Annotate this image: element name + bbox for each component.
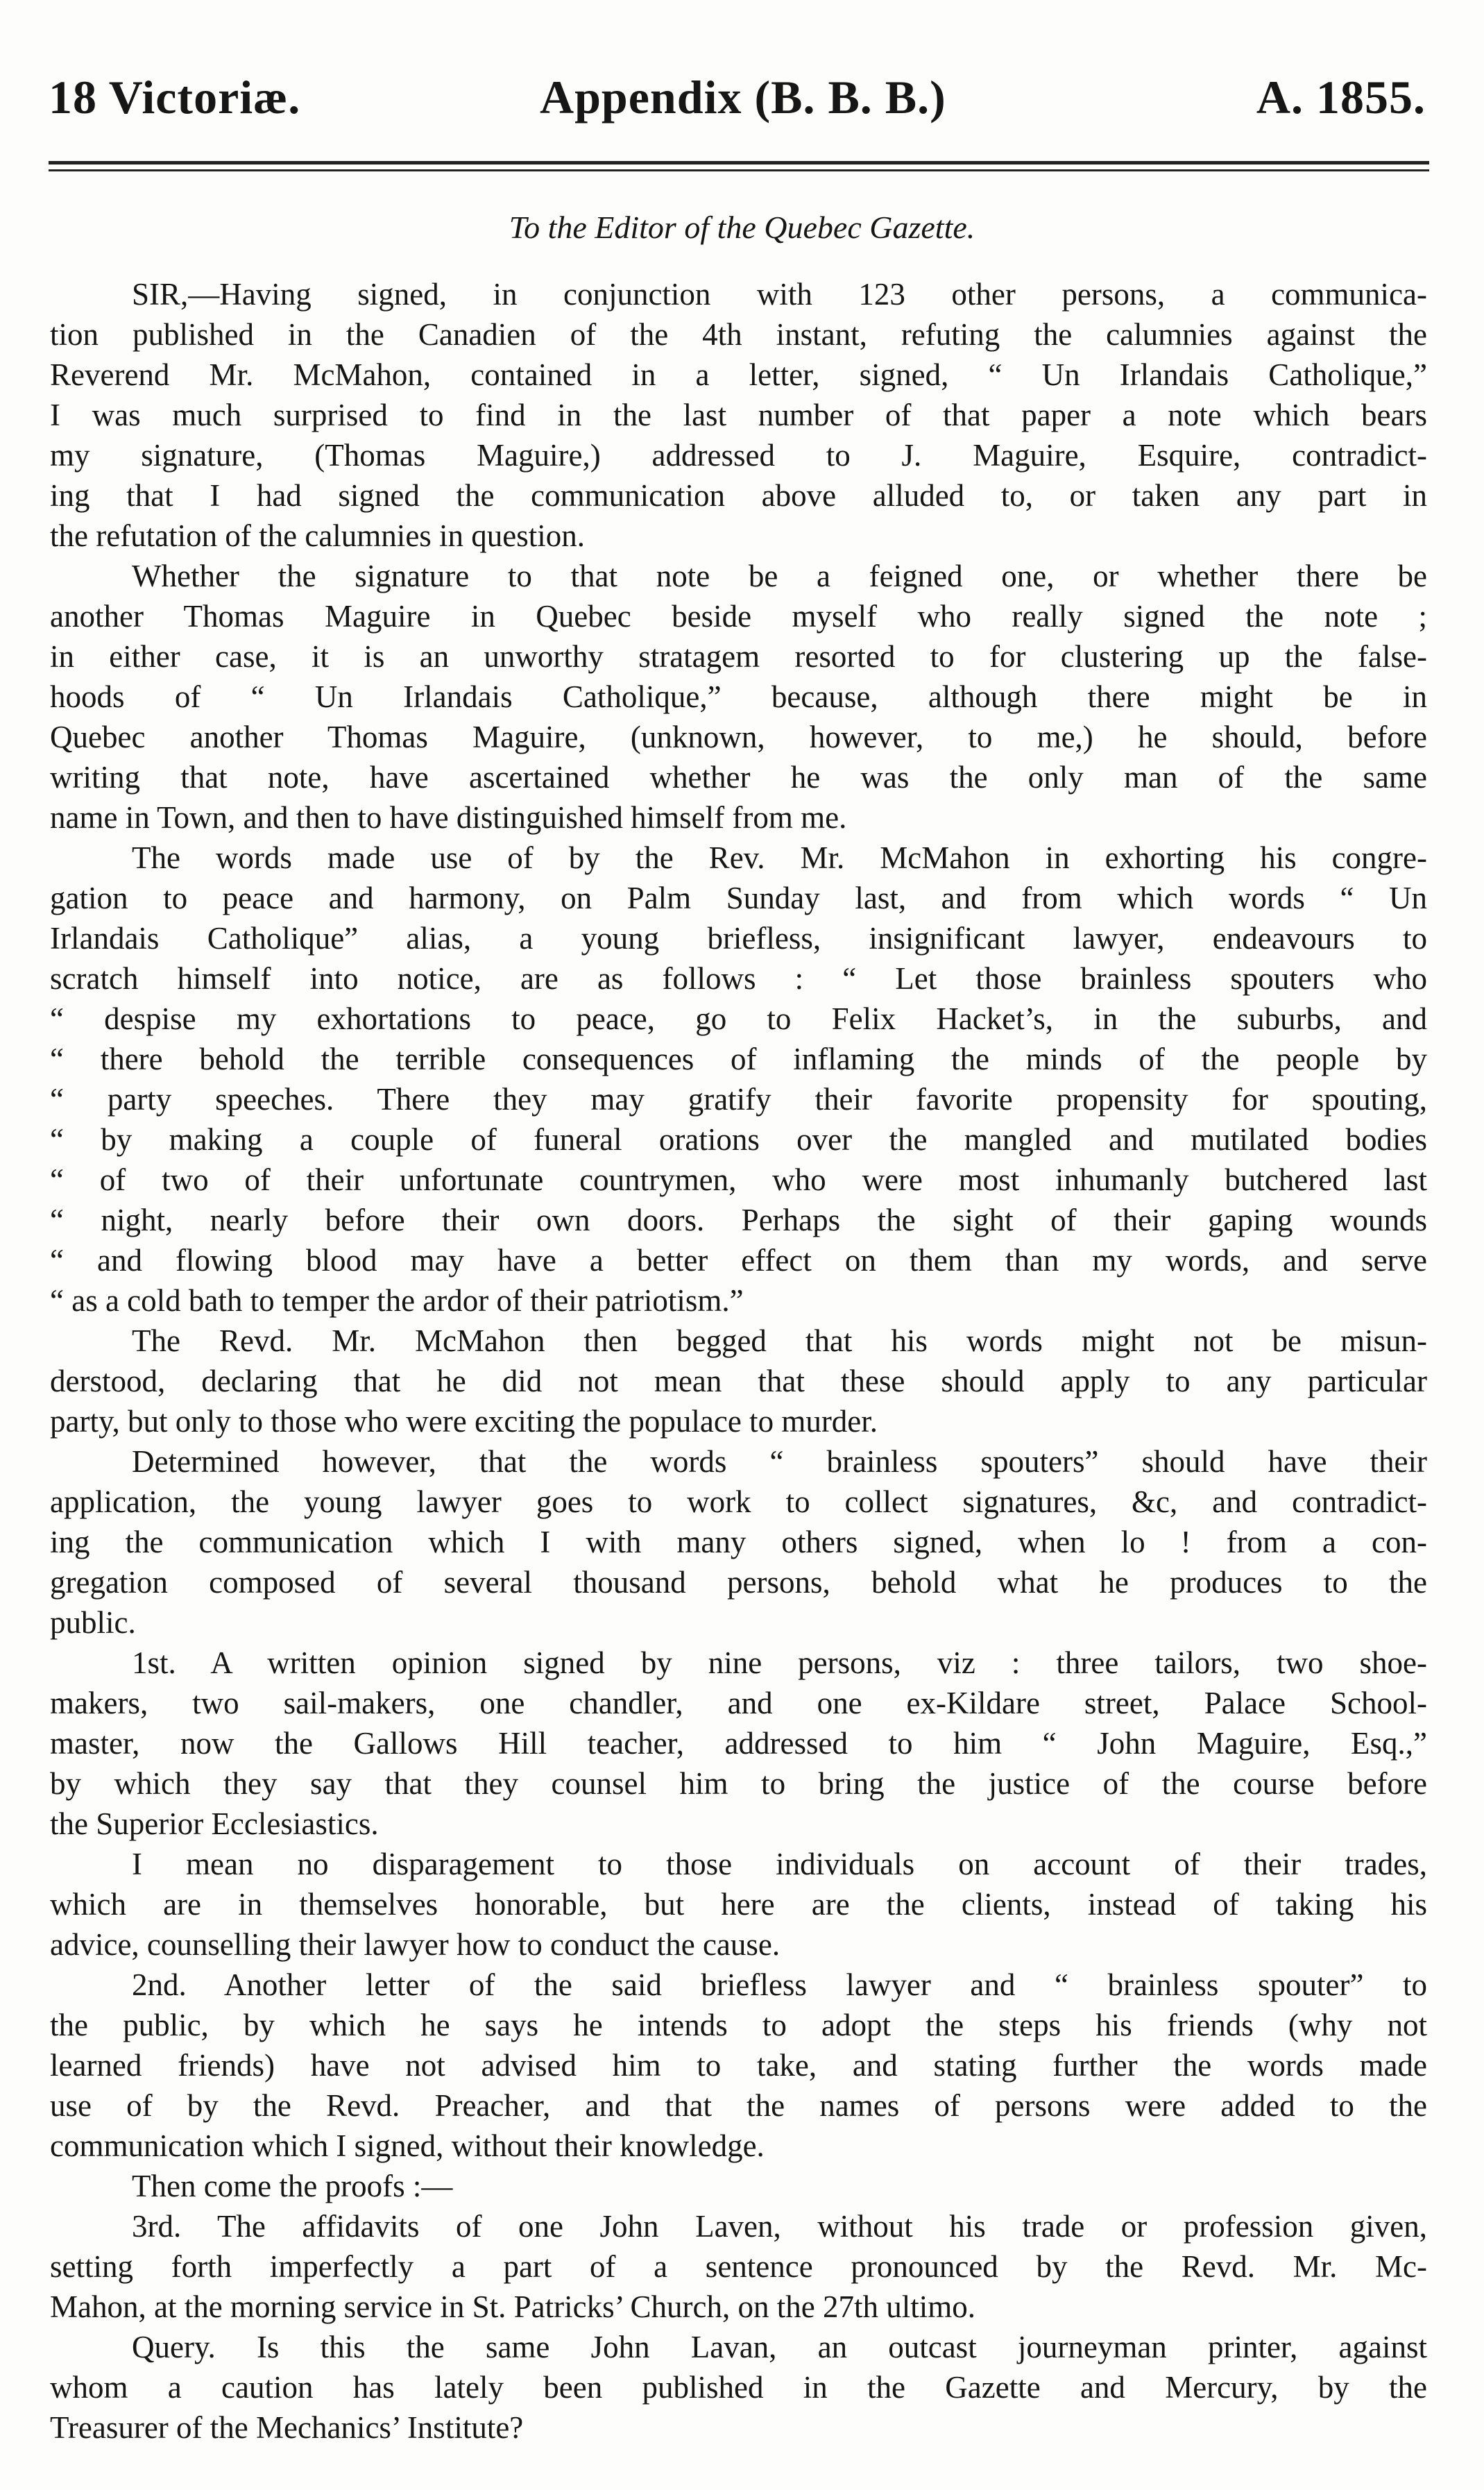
text-line: Mahon, at the morning service in St. Patricks’ Church, on the 27th ultimo.: [50, 2289, 975, 2324]
text-line: “ there behold the terrible consequences of inflaming the minds of the people by: [50, 1042, 1427, 1076]
text-line: another Thomas Maguire in Quebec beside myself who really signed the note ;: [50, 599, 1427, 634]
text-line: “ by making a couple of funeral orations over the mangled and mutilated bodies: [50, 1122, 1427, 1157]
text-line: writing that note, have ascertained whether he was the only man of the same: [50, 760, 1427, 795]
text-line: Reverend Mr. McMahon, contained in a letter, signed, “ Un Irlandais Catholique,”: [50, 357, 1427, 392]
text-line: the Superior Ecclesiastics.: [50, 1806, 379, 1841]
header-rule-thin: [49, 169, 1429, 171]
text-line: tion published in the Canadien of the 4th instant, refuting the calumnies against the: [50, 317, 1427, 352]
text-line: Query. Is this the same John Lavan, an outcast journeyman printer, against: [132, 2330, 1427, 2364]
text-line: Determined however, that the words “ brainless spouters” should have their: [132, 1444, 1427, 1479]
text-line: “ party speeches. There they may gratify their favorite propensity for spouting,: [50, 1082, 1427, 1117]
text-line: public.: [50, 1605, 136, 1640]
text-line: party, but only to those who were exciting the populace to murder.: [50, 1404, 878, 1439]
text-line: the public, by which he says he intends to adopt the steps his friends (why not: [50, 2008, 1427, 2042]
text-line: The words made use of by the Rev. Mr. McMahon in exhorting his congre-: [132, 840, 1427, 875]
text-line: communication which I signed, without their knowledge.: [50, 2128, 765, 2163]
header-rule-thick: [49, 161, 1429, 164]
letter-heading: To the Editor of the Quebec Gazette.: [509, 210, 975, 245]
text-line: whom a caution has lately been published in the Gazette and Mercury, by the: [50, 2370, 1427, 2405]
text-line: “ night, nearly before their own doors. Perhaps the sight of their gaping wounds: [50, 1203, 1427, 1237]
text-line: in either case, it is an unworthy stratagem resorted to for clustering up the false-: [50, 639, 1427, 674]
text-line: gation to peace and harmony, on Palm Sunday last, and from which words “ Un: [50, 881, 1427, 915]
text-line: I mean no disparagement to those individuals on account of their trades,: [132, 1847, 1427, 1881]
text-line: learned friends) have not advised him to take, and stating further the words made: [50, 2048, 1427, 2083]
text-line: use of by the Revd. Preacher, and that the names of persons were added to the: [50, 2088, 1427, 2123]
text-line: advice, counselling their lawyer how to conduct the cause.: [50, 1927, 781, 1962]
text-line: which are in themselves honorable, but here are the clients, instead of taking his: [50, 1887, 1427, 1922]
text-line: by which they say that they counsel him to bring the justice of the course before: [50, 1766, 1427, 1801]
text-line: setting forth imperfectly a part of a sentence pronounced by the Revd. Mr. Mc-: [50, 2249, 1427, 2284]
text-line: Irlandais Catholique” alias, a young briefless, insignificant lawyer, endeavours to: [50, 921, 1427, 956]
text-line: 2nd. Another letter of the said briefless lawyer and “ brainless spouter” to: [132, 1967, 1427, 2002]
text-line: scratch himself into notice, are as follows : “ Let those brainless spouters who: [50, 961, 1427, 996]
text-line: hoods of “ Un Irlandais Catholique,” because, although there might be in: [50, 679, 1427, 714]
text-line: I was much surprised to find in the last number of that paper a note which bears: [50, 398, 1427, 432]
text-line: “ despise my exhortations to peace, go to Felix Hacket’s, in the suburbs, and: [50, 1001, 1427, 1036]
text-line: master, now the Gallows Hill teacher, addressed to him “ John Maguire, Esq.,”: [50, 1726, 1427, 1761]
text-line: “ as a cold bath to temper the ardor of their patriotism.”: [50, 1283, 744, 1318]
text-line: The Revd. Mr. McMahon then begged that his words might not be misun-: [132, 1323, 1427, 1358]
text-line: 1st. A written opinion signed by nine persons, viz : three tailors, two shoe-: [132, 1645, 1427, 1680]
text-line: Then come the proofs :—: [132, 2169, 453, 2203]
text-line: SIR,—Having signed, in conjunction with 123 other persons, a communica-: [132, 277, 1427, 312]
text-line: Whether the signature to that note be a feigned one, or whether there be: [132, 559, 1427, 593]
text-line: 3rd. The affidavits of one John Laven, without his trade or profession given,: [132, 2209, 1427, 2244]
text-line: makers, two sail-makers, one chandler, and one ex-Kildare street, Palace School-: [50, 1686, 1427, 1720]
text-line: “ of two of their unfortunate countrymen, who were most inhumanly butchered last: [50, 1162, 1427, 1197]
page-header: [49, 66, 1426, 128]
text-line: ing that I had signed the communication above alluded to, or taken any part in: [50, 478, 1427, 513]
text-line: the refutation of the calumnies in question.: [50, 518, 586, 553]
text-line: Quebec another Thomas Maguire, (unknown, however, to me,) he should, before: [50, 720, 1427, 754]
header-session: 18 Victoriæ.: [49, 71, 301, 124]
text-line: derstood, declaring that he did not mean that these should apply to any particular: [50, 1364, 1427, 1398]
header-appendix: Appendix (B. B. B.): [540, 71, 946, 124]
text-line: Treasurer of the Mechanics’ Institute?: [50, 2410, 524, 2445]
text-line: “ and flowing blood may have a better effect on them than my words, and serve: [50, 1243, 1427, 1278]
text-line: gregation composed of several thousand persons, behold what he produces to the: [50, 1565, 1427, 1600]
text-line: name in Town, and then to have distinguished himself from me.: [50, 800, 847, 835]
header-year: A. 1855.: [1256, 71, 1426, 124]
text-line: ing the communication which I with many others signed, when lo ! from a con-: [50, 1525, 1427, 1559]
text-line: application, the young lawyer goes to work to collect signatures, &c, and contradict-: [50, 1484, 1427, 1519]
text-line: my signature, (Thomas Maguire,) addressed to J. Maguire, Esquire, contradict-: [50, 438, 1427, 473]
